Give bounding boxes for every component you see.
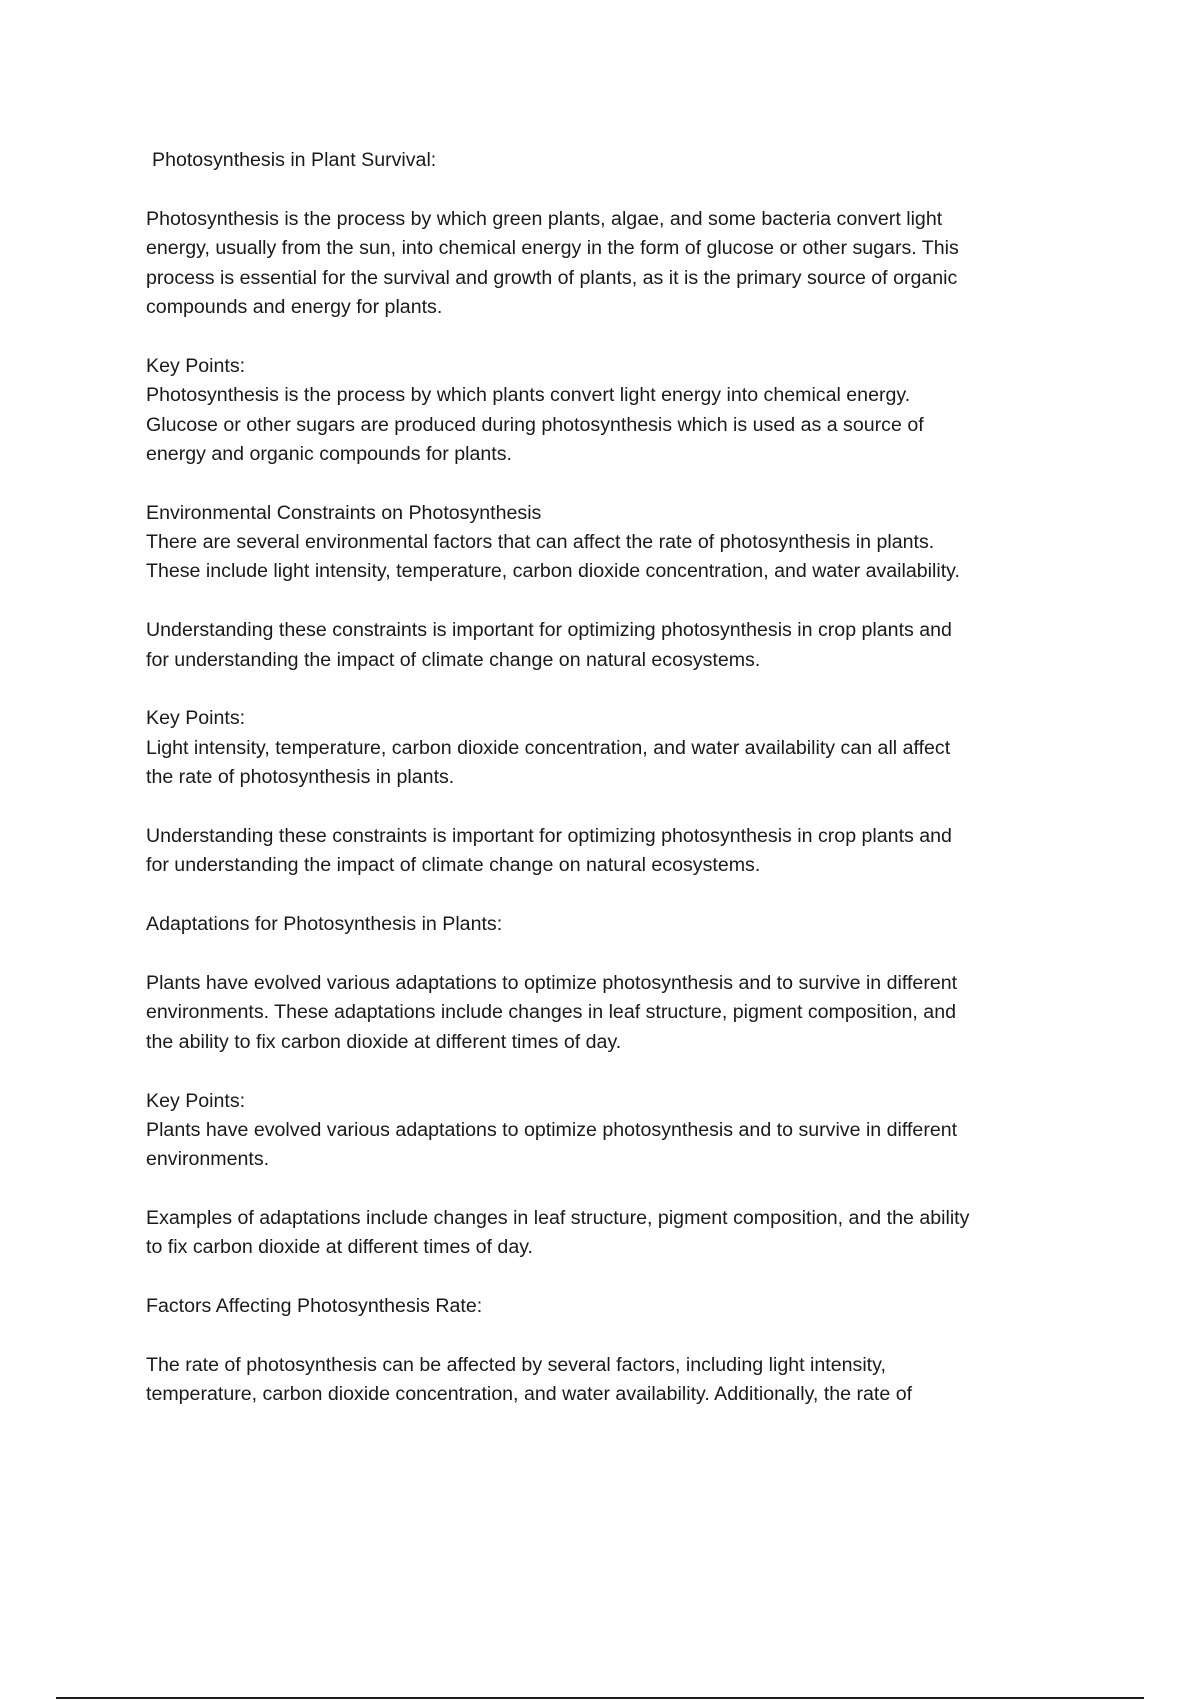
text-line: to fix carbon dioxide at different times of day. bbox=[146, 1236, 534, 1259]
spacer bbox=[146, 1057, 1086, 1086]
spacer bbox=[146, 469, 1086, 498]
spacer bbox=[146, 793, 1086, 822]
text-line: environments. These adaptations include changes in leaf structure, pigment composition, and bbox=[146, 1001, 956, 1024]
text-line: Photosynthesis is the process by which green plants, algae, and some bacteria convert light bbox=[146, 207, 943, 230]
spacer bbox=[146, 675, 1086, 704]
text-line: compounds and energy for plants. bbox=[146, 295, 443, 318]
spacer bbox=[146, 1263, 1086, 1292]
key-points-section-1 bbox=[146, 352, 1086, 470]
key-points-label: Key Points: bbox=[146, 707, 246, 730]
text-line: process is essential for the survival and growth of plants, as it is the primary source of organic bbox=[146, 266, 958, 289]
spacer bbox=[146, 175, 1086, 204]
text-line: Plants have evolved various adaptations to optimize photosynthesis and to survive in different bbox=[146, 1118, 958, 1141]
key-points-section-3 bbox=[146, 1087, 1086, 1263]
text-line: There are several environmental factors that can affect the rate of photosynthesis in plants. bbox=[146, 531, 935, 554]
text-line: for understanding the impact of climate change on natural ecosystems. bbox=[146, 648, 761, 671]
key-points-label: Key Points: bbox=[146, 354, 246, 377]
document-page bbox=[146, 146, 1086, 1410]
spacer bbox=[146, 587, 1086, 616]
text-line: the rate of photosynthesis in plants. bbox=[146, 766, 455, 789]
text-line: Understanding these constraints is important for optimizing photosynthesis in crop plants and bbox=[146, 824, 952, 847]
intro-paragraph bbox=[146, 205, 1086, 323]
text-line: Light intensity, temperature, carbon dioxide concentration, and water availability can all affect bbox=[146, 736, 951, 759]
text-line: These include light intensity, temperature, carbon dioxide concentration, and water availability. bbox=[146, 560, 960, 583]
key-points-section-2 bbox=[146, 704, 1086, 880]
text-line: energy and organic compounds for plants. bbox=[146, 442, 512, 465]
factors-section bbox=[146, 1292, 1086, 1410]
text-line: temperature, carbon dioxide concentration, and water availability. Additionally, the rate of bbox=[146, 1383, 913, 1406]
section-heading: Adaptations for Photosynthesis in Plants: bbox=[146, 913, 503, 936]
text-line: Glucose or other sugars are produced during photosynthesis which is used as a source of bbox=[146, 413, 924, 436]
spacer bbox=[146, 1322, 1086, 1351]
spacer bbox=[146, 881, 1086, 910]
section-heading: Factors Affecting Photosynthesis Rate: bbox=[146, 1295, 483, 1318]
page-bottom-rule bbox=[56, 1697, 1144, 1699]
text-line: energy, usually from the sun, into chemical energy in the form of glucose or other sugars. This bbox=[146, 237, 959, 260]
spacer bbox=[146, 322, 1086, 351]
text-line: Understanding these constraints is important for optimizing photosynthesis in crop plants and bbox=[146, 619, 952, 642]
text-line: Examples of adaptations include changes in leaf structure, pigment composition, and the ability bbox=[146, 1207, 970, 1230]
key-points-label: Key Points: bbox=[146, 1089, 246, 1112]
spacer bbox=[146, 1175, 1086, 1204]
spacer bbox=[146, 940, 1086, 969]
section-heading: Environmental Constraints on Photosynthesis bbox=[146, 501, 542, 524]
env-constraints-section bbox=[146, 499, 1086, 675]
text-line: Photosynthesis is the process by which plants convert light energy into chemical energy. bbox=[146, 384, 911, 407]
text-line: for understanding the impact of climate change on natural ecosystems. bbox=[146, 854, 761, 877]
text-line: The rate of photosynthesis can be affected by several factors, including light intensity, bbox=[146, 1354, 886, 1377]
text-line: environments. bbox=[146, 1148, 270, 1171]
adaptations-section bbox=[146, 910, 1086, 1057]
text-line: the ability to fix carbon dioxide at different times of day. bbox=[146, 1030, 622, 1053]
document-title: Photosynthesis in Plant Survival: bbox=[152, 149, 437, 171]
text-line: Plants have evolved various adaptations to optimize photosynthesis and to survive in different bbox=[146, 971, 958, 994]
